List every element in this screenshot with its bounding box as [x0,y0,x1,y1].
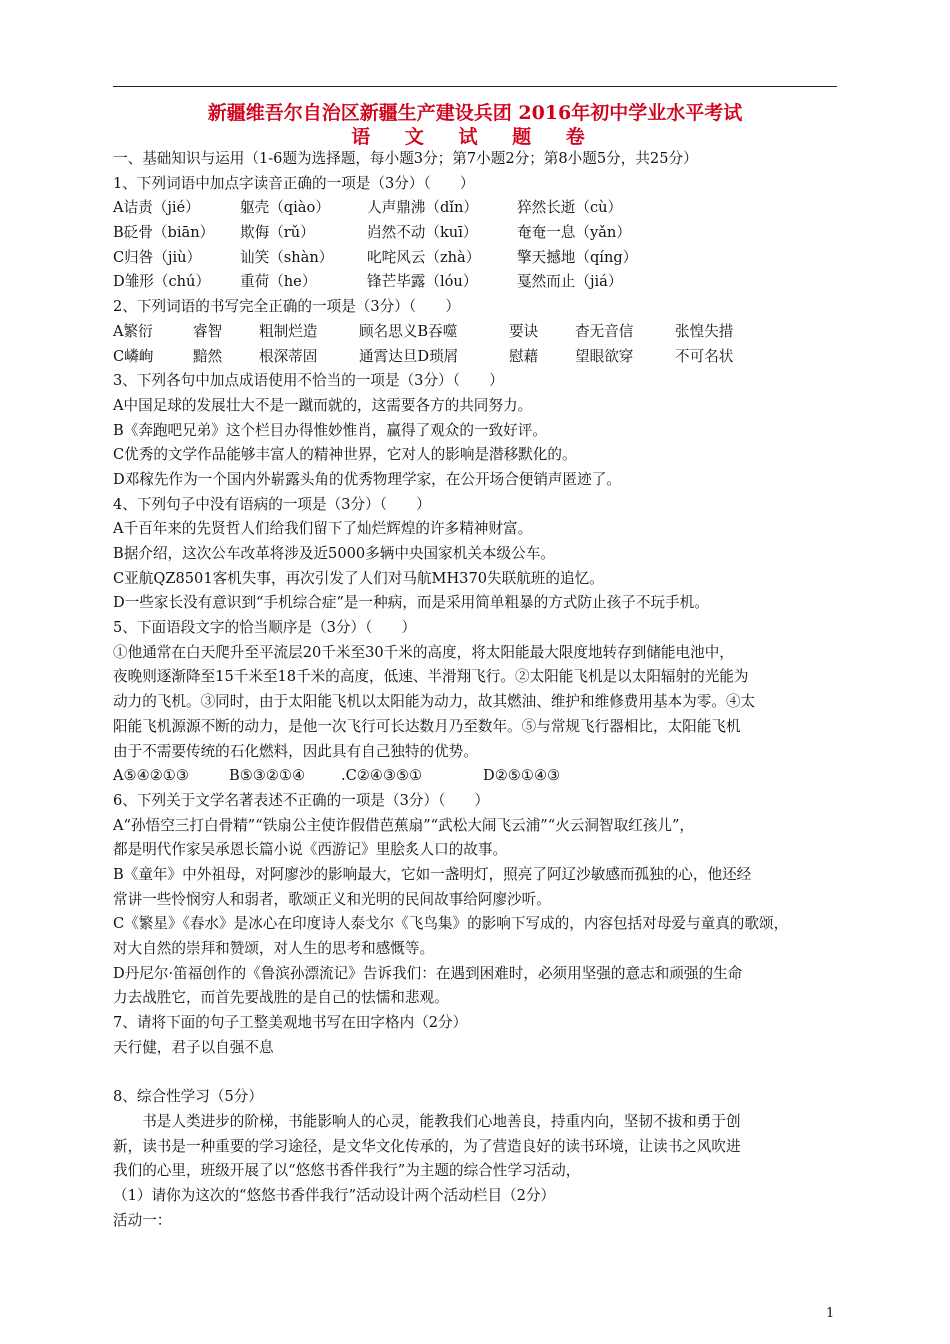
q3-stem: 3、下列各句中加点成语使用不恰当的一项是（3分）（ ） [113,372,504,390]
q6-option-line: 都是明代作家吴承恩长篇小说《西游记》里脍炙人口的故事。 [113,841,508,859]
q8-stem: 8、综合性学习（5分） [113,1088,263,1106]
q6-option-line: 力去战胜它，而首先要战胜的是自己的怯懦和悲观。 [113,989,449,1007]
q5-choices: A⑤④②①③ B⑤③②①④ .C②④③⑤① D②⑤①④③ [113,767,561,785]
q5-passage-line: ①他通常在白天爬升至平流层20千米至30千米的高度，将太阳能最大限度地转存到储能电池中， [113,643,734,661]
q6-option-line: 常讲一些怜悯穷人和弱者，歌颂正义和光明的民间故事给阿廖沙听。 [113,890,551,908]
q6-option-line: 对大自然的崇拜和赞颂，对人生的思考和感慨等。 [113,940,435,957]
q5-passage-line: 由于不需要传统的石化燃料，因此具有自己独特的优势。 [113,742,478,760]
q8-sub-question-1: （1）请你为这次的“悠悠书香伴我行”活动设计两个活动栏目（2分） [113,1186,556,1204]
q1-option-d: D雏形（chú） 重荷（he） 锋芒毕露（lóu） 戛然而止（jiá） [113,273,623,291]
q5-stem: 5、下面语段文字的恰当顺序是（3分）（ ） [113,619,417,637]
q3-option-a: A中国足球的发展壮大不是一蹴而就的，这需要各方的共同努力。 [113,396,533,414]
q5-passage-line: 夜晚则逐渐降至15千米至18千米的高度，低速、半滑翔飞行。②太阳能飞机是以太阳辐射的光能为 [113,668,749,686]
q1-option-c: C归咎（jiù） 讪笑（shàn） 叱咤风云（zhà） 擎天撼地（qíng） [113,248,638,266]
q5-passage-line: 动力的飞机。③同时，由于太阳能飞机以太阳能为动力，故其燃油、维护和维修费用基本为零。④太 [113,693,756,711]
q1-option-a: A诘责（jié） 躯壳（qiào） 人声鼎沸（dǐn） 猝然长逝（cù） [113,199,623,217]
q8-paragraph-line: 我们的心里，班级开展了以“悠悠书香伴我行”为主题的综合性学习活动， [113,1162,581,1180]
q6-option-line: C《繁星》《春水》是冰心在印度诗人泰戈尔《飞鸟集》的影响下写成的，内容包括对母爱与童真的歌颂， [113,915,789,933]
q1-stem: 1、下列词语中加点字读音正确的一项是（3分）（ ） [113,174,475,192]
spacer [113,1060,843,1085]
q2-stem: 2、下列词语的书写完全正确的一项是（3分）（ ） [113,298,460,316]
q6-option-line: D丹尼尔·笛福创作的《鲁滨孙漂流记》告诉我们：在遇到困难时，必须用坚强的意志和顽强的生命 [113,964,743,982]
q2-options-ab: A繁衍 睿智 粗制烂造 顾名思义B吞噬 要诀 杳无音信 张惶失措 [113,322,734,340]
q1-option-b: B砭骨（biān） 欺侮（rǔ） 岿然不动（kuī） 奄奄一息（yǎn） [113,224,631,242]
q2-options-cd: C嶙峋 黯然 根深蒂固 通霄达旦D琐屑 慰藉 望眼欲穿 不可名状 [113,347,734,365]
q3-option-c: C优秀的文学作品能够丰富人的精神世界，它对人的影响是潜移默化的。 [113,446,577,464]
q6-stem: 6、下列关于文学名著表述不正确的一项是（3分）（ ） [113,791,490,809]
page-number: 1 [826,1306,835,1321]
q4-option-b: B据介绍，这次公车改革将涉及近5000多辆中央国家机关本级公车。 [113,545,555,562]
q6-option-line: A“孙悟空三打白骨精”“铁扇公主使诈假借芭蕉扇”“武松大闹飞云浦”“火云洞智取红孩儿”， [113,816,695,834]
q4-stem: 4、下列句子中没有语病的一项是（3分）（ ） [113,495,431,513]
exam-content [113,147,843,1233]
q7-sentence: 天行健，君子以自强不息 [113,1038,274,1056]
header-rule [113,86,837,87]
q4-option-a: A千百年来的先贤哲人们给我们留下了灿烂辉煌的许多精神财富。 [113,520,533,538]
q4-option-d: D一些家长没有意识到“手机综合症”是一种病，而是采用简单粗暴的方式防止孩子不玩手机。 [113,594,709,612]
q7-stem: 7、请将下面的句子工整美观地书写在田字格内（2分） [113,1014,468,1032]
q3-option-d: D邓稼先作为一个国内外崭露头角的优秀物理学家，在公开场合便销声匿迹了。 [113,470,621,488]
q8-paragraph-line: 书是人类进步的阶梯，书能影响人的心灵，能教我们心地善良，持重内向，坚韧不拔和勇于创 [142,1112,741,1130]
exam-title: 新疆维吾尔自治区新疆生产建设兵团 2016年初中学业水平考试 [207,102,743,124]
q6-option-line: B《童年》中外祖母，对阿廖沙的影响最大，它如一盏明灯，照亮了阿辽沙敏感而孤独的心，他还经 [113,865,752,883]
section-heading: 一、基础知识与运用（1-6题为选择题，每小题3分；第7小题2分；第8小题5分，共25分） [113,150,698,167]
q8-paragraph-line: 新，读书是一种重要的学习途径，是文华文化传承的，为了营造良好的读书环境，让读书之风吹进 [113,1137,741,1155]
exam-subtitle: 语 文 试 题 卷 [351,126,599,148]
q3-option-b: B《奔跑吧兄弟》这个栏目办得惟妙惟肖，赢得了观众的一致好评。 [113,421,547,439]
q5-passage-line: 阳能飞机源源不断的动力，是他一次飞行可长达数月乃至数年。⑤与常规飞行器相比，太阳能飞机 [113,717,741,735]
q4-option-c: C亚航QZ8501客机失事，再次引发了人们对马航MH370失联航班的追忆。 [113,569,604,587]
activity-one-label: 活动一： [113,1211,172,1229]
